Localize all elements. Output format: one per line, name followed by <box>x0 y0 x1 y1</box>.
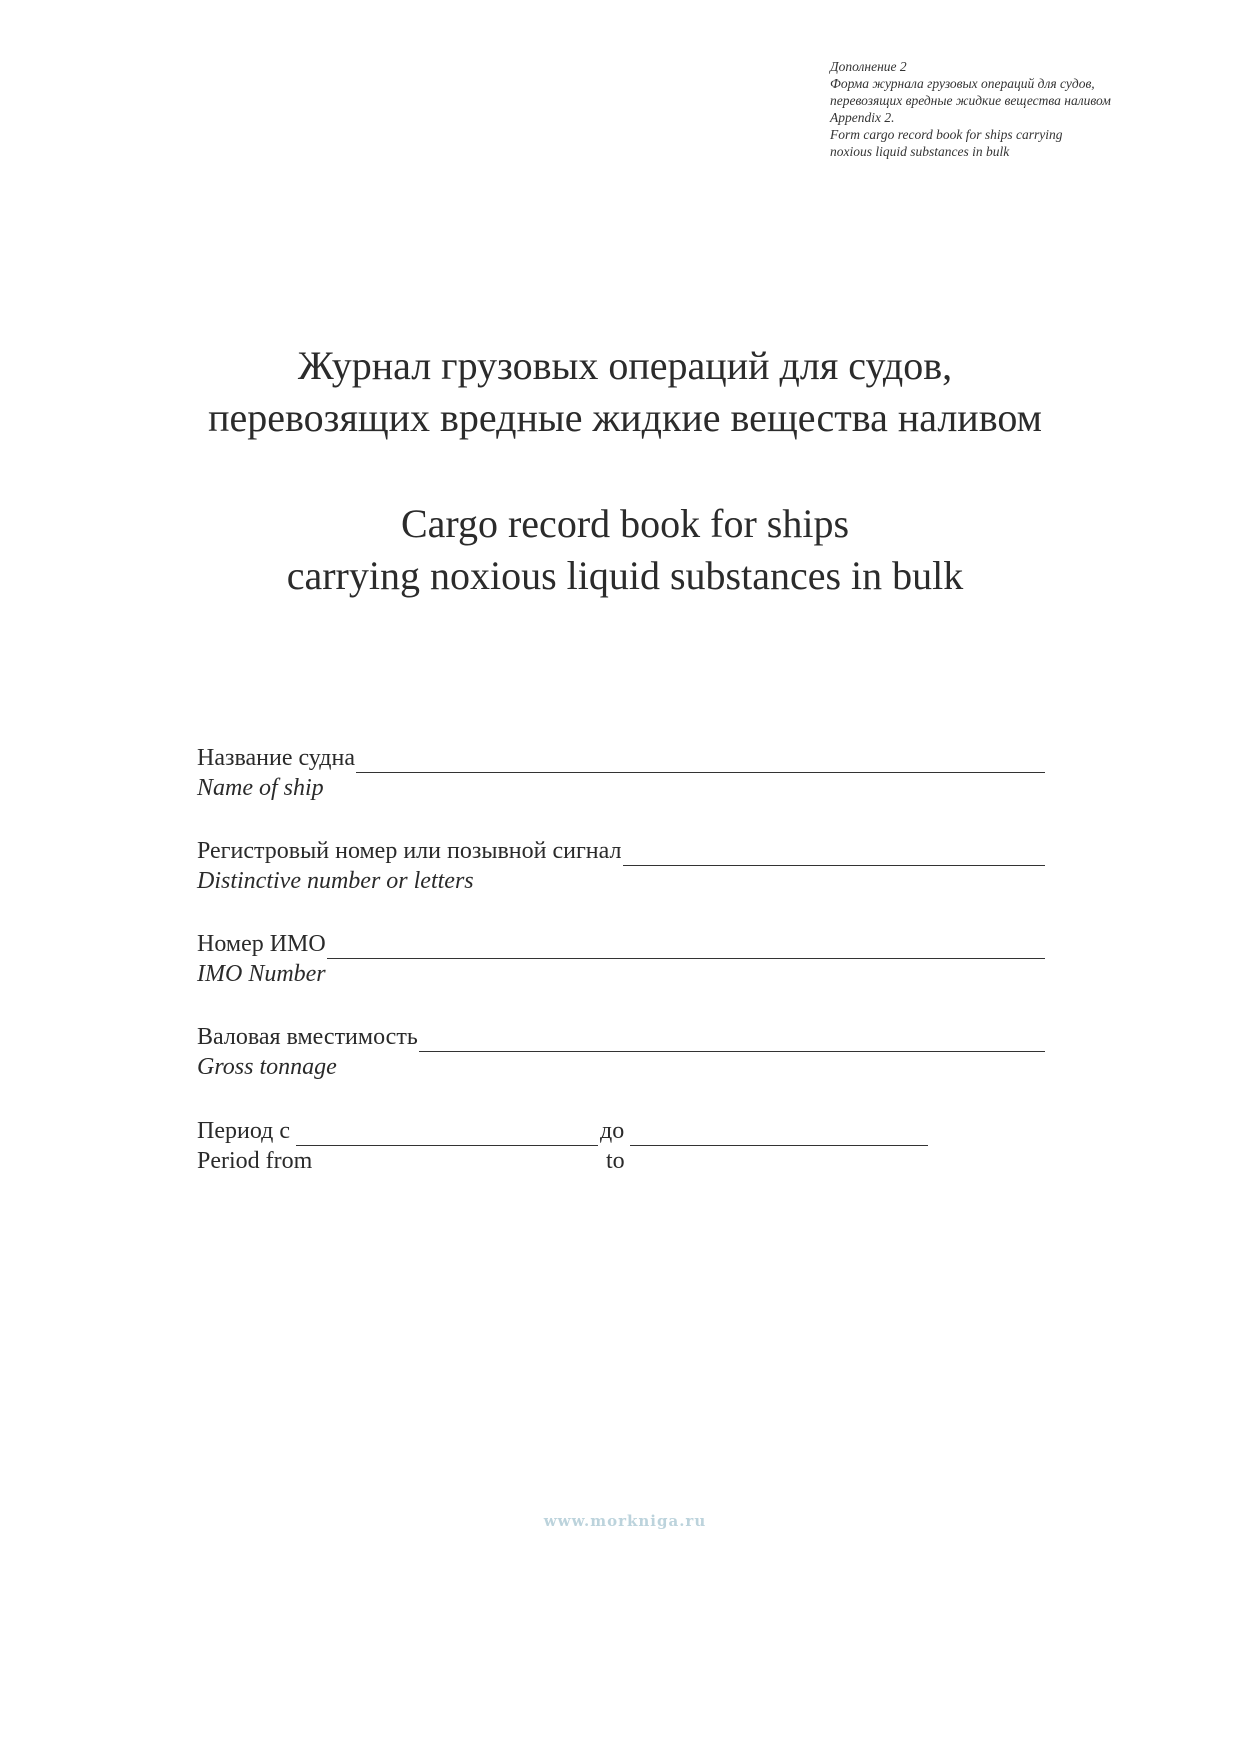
period-from-blank[interactable] <box>296 1123 598 1146</box>
title-russian <box>0 340 1250 444</box>
imo-number-field <box>197 929 1045 989</box>
period-to-blank[interactable] <box>630 1123 928 1146</box>
period-to-label-ru: до <box>600 1118 625 1144</box>
distinctive-label-ru: Регистровый номер или позывной сигнал <box>197 838 622 864</box>
period-from-label-ru: Период с <box>197 1118 290 1144</box>
imo-label-ru: Номер ИМО <box>197 931 326 957</box>
title-en-line1: Cargo record book for ships <box>400 501 850 546</box>
title-ru-line2: перевозящих вредные жидкие вещества наливом <box>208 395 1042 440</box>
ship-name-label-ru: Название судна <box>197 745 356 771</box>
gross-tonnage-field <box>197 1022 1045 1082</box>
appendix-line: перевозящих вредные жидкие вещества наливом <box>830 93 1111 108</box>
appendix-line: Appendix 2. <box>830 110 895 125</box>
period-to-label-en: to <box>606 1148 625 1174</box>
title-english <box>0 498 1250 602</box>
title-en-line2: carrying noxious liquid substances in bulk <box>286 553 964 598</box>
ship-name-blank[interactable] <box>356 750 1045 773</box>
appendix-line: Форма журнала грузовых операций для судов, <box>830 76 1095 91</box>
gross-blank[interactable] <box>419 1029 1045 1052</box>
appendix-line: Дополнение 2 <box>830 59 907 74</box>
title-ru-line1: Журнал грузовых операций для судов, <box>297 343 953 388</box>
ship-name-label-en: Name of ship <box>197 775 324 801</box>
imo-label-en: IMO Number <box>197 961 326 987</box>
period-from-label-en: Period from <box>197 1148 313 1174</box>
appendix-line: noxious liquid substances in bulk <box>830 144 1010 159</box>
distinctive-label-en: Distinctive number or letters <box>197 868 474 894</box>
appendix-note <box>830 58 1230 160</box>
ship-name-field <box>197 743 1045 803</box>
watermark: www.morkniga.ru <box>543 1512 707 1530</box>
distinctive-number-field <box>197 836 1045 896</box>
imo-blank[interactable] <box>327 936 1045 959</box>
gross-label-ru: Валовая вместимость <box>197 1024 418 1050</box>
distinctive-blank[interactable] <box>623 843 1046 866</box>
period-field <box>197 1116 1045 1176</box>
appendix-line: Form cargo record book for ships carrying <box>830 127 1063 142</box>
gross-label-en: Gross tonnage <box>197 1054 337 1080</box>
